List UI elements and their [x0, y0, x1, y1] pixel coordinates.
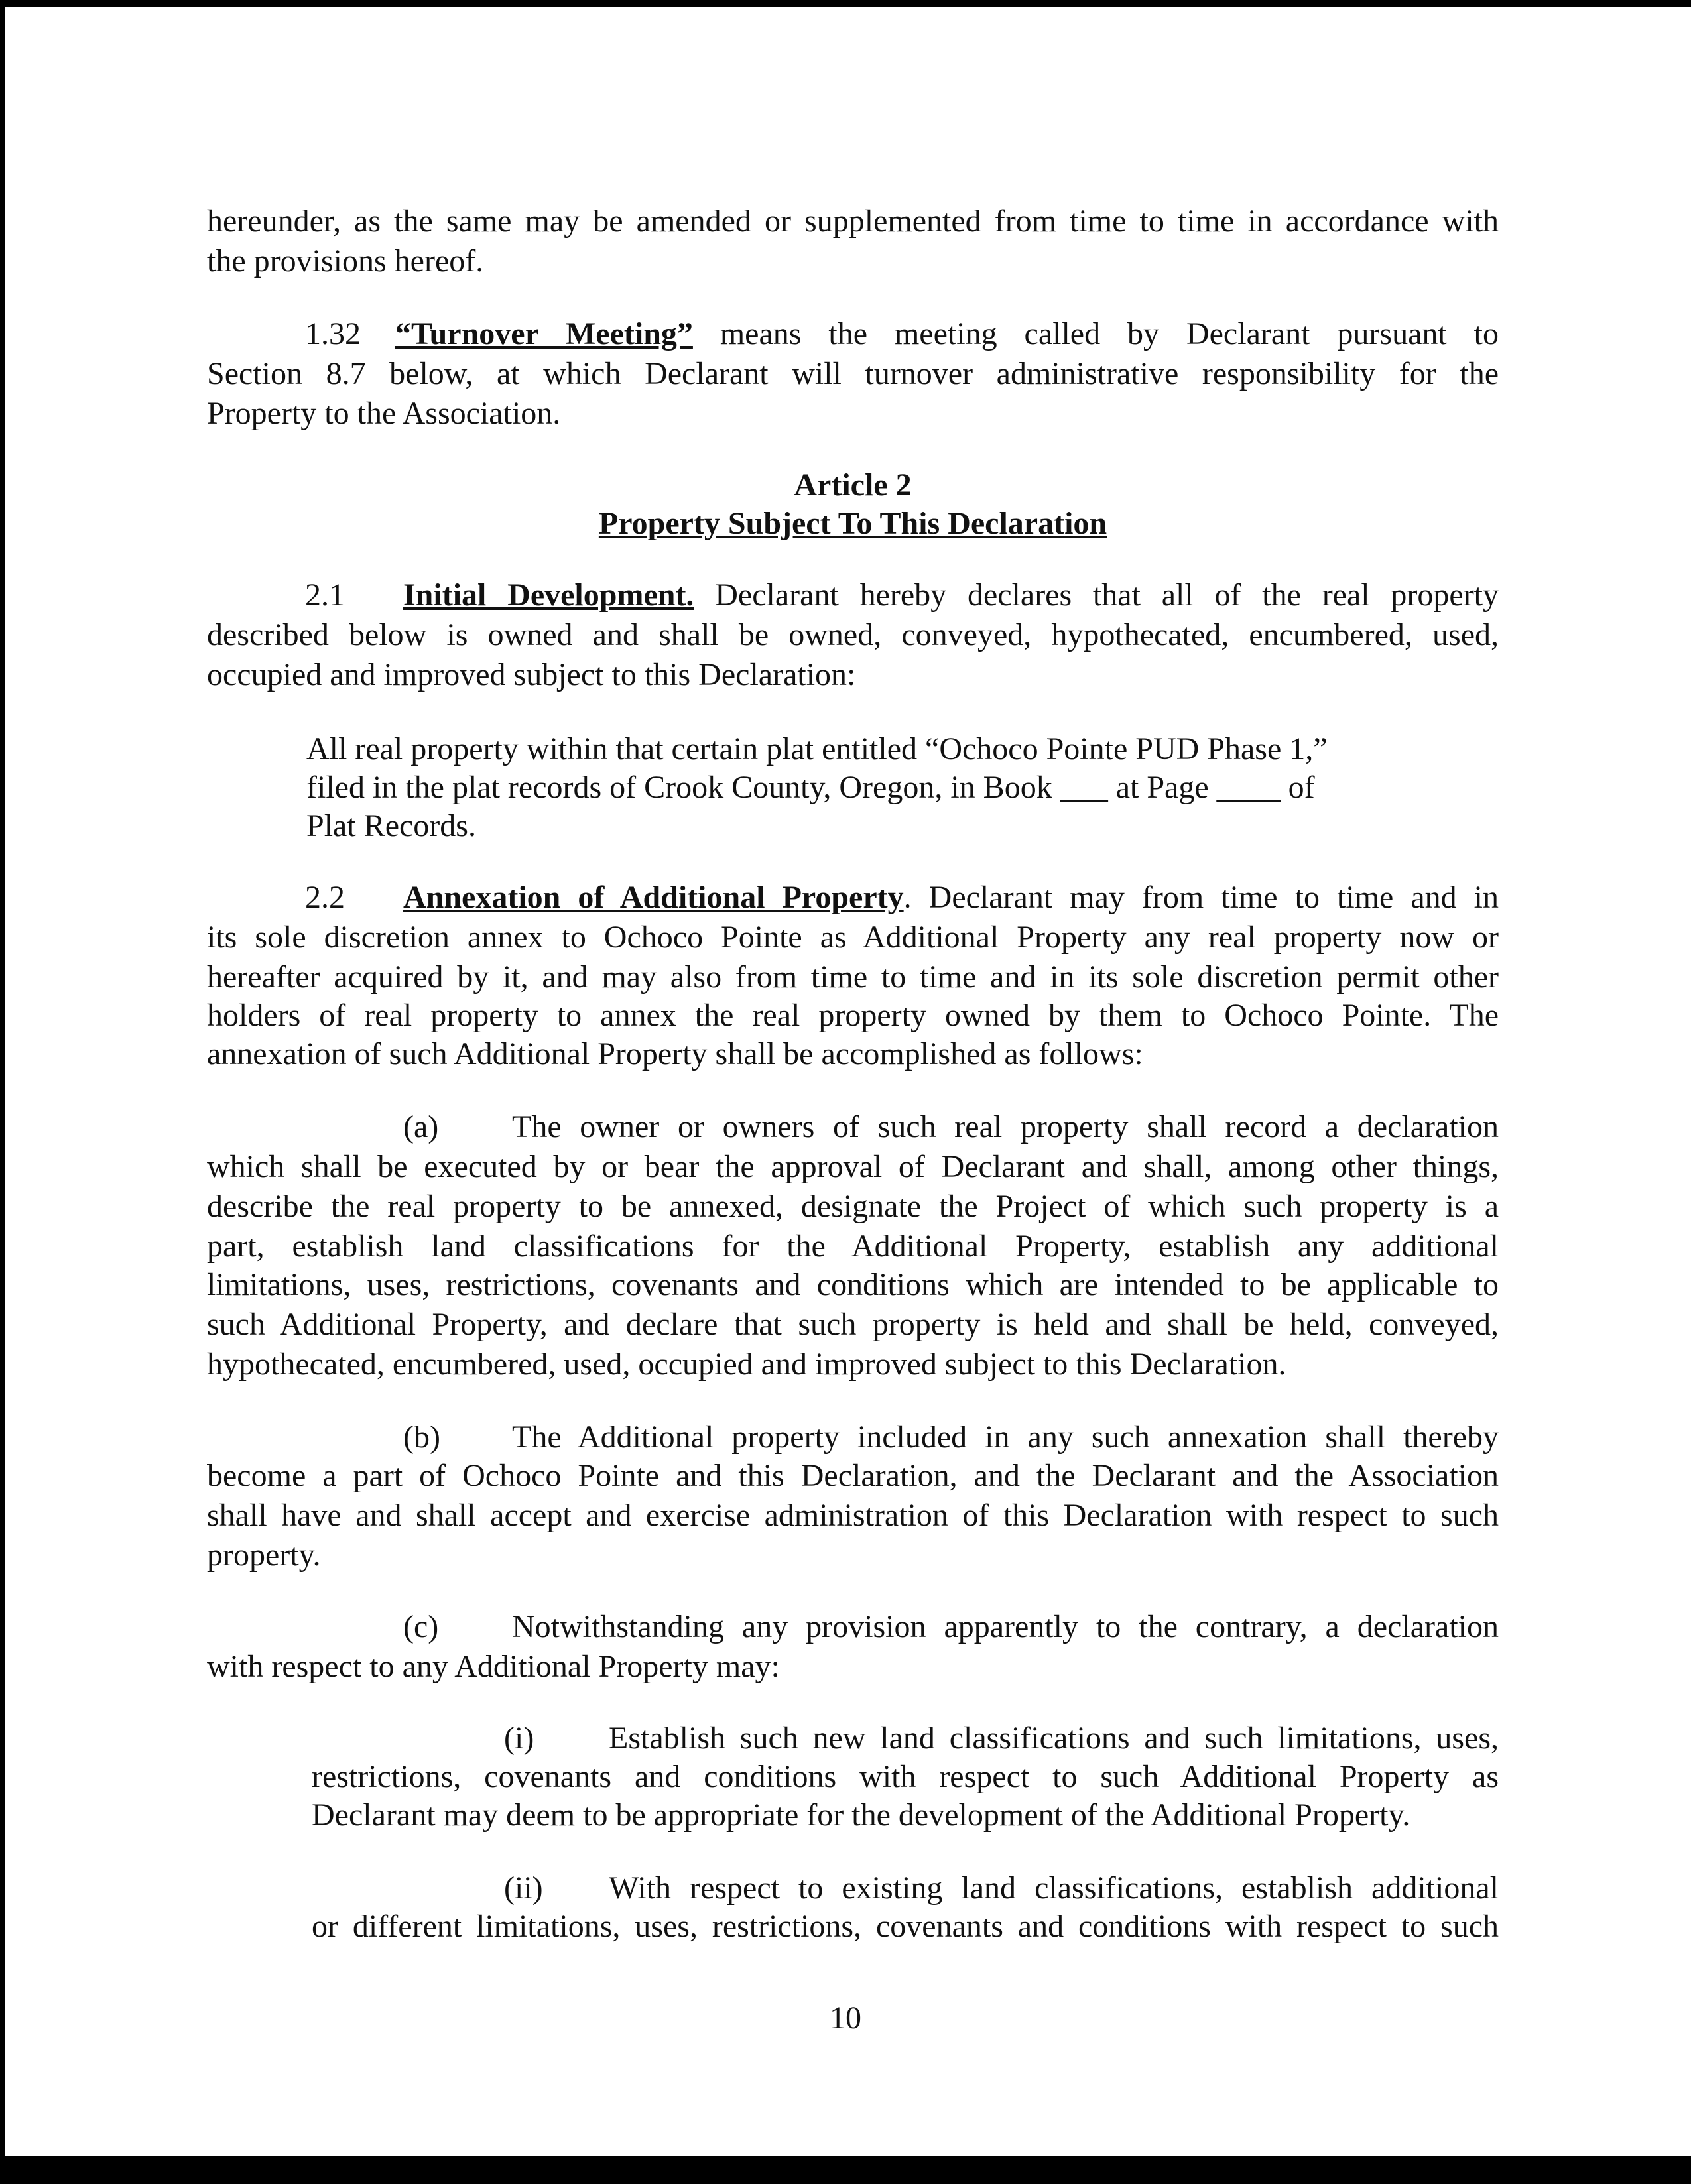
scan-border-bottom: [0, 2156, 1691, 2184]
section-2-2-line-5: annexation of such Additional Property shall be accomplished as follows:: [207, 1036, 1143, 1071]
para-a-line-6: such Additional Property, and declare that such property is held and shall be held, conveyed,: [207, 1307, 1499, 1342]
para-label: (a): [403, 1109, 439, 1144]
section-number: 2.2: [305, 880, 345, 915]
scan-border-top: [0, 0, 1691, 7]
section-2-1-line-2: described below is owned and shall be owned, conveyed, hypothecated, encumbered, used,: [207, 617, 1499, 652]
section-1-32-line-1: 1.32 “Turnover Meeting” means the meeting called by Declarant pursuant to: [305, 314, 1499, 354]
para-a-line-4: part, establish land classifications for the Additional Property, establish any additional: [207, 1229, 1499, 1264]
quote-line-1: All real property within that certain plat entitled “Ochoco Pointe PUD Phase 1,”: [306, 731, 1328, 766]
section-2-2-line-1: 2.2 Annexation of Additional Property. Declarant may from time to time and in: [305, 878, 1499, 918]
sub-i-line-1: (i) Establish such new land classifications and such limitations, uses,: [504, 1719, 1499, 1758]
sub-label: (i): [504, 1721, 534, 1756]
para-c-line-1: (c) Notwithstanding any provision apparently to the contrary, a declaration: [403, 1607, 1499, 1647]
sub-i-line-2: restrictions, covenants and conditions with respect to such Additional Property as: [312, 1759, 1499, 1794]
scan-border-left: [0, 0, 5, 2184]
section-1-32-line-2: Section 8.7 below, at which Declarant will turnover administrative responsibility for the: [207, 356, 1499, 391]
section-1-32-line-3: Property to the Association.: [207, 396, 561, 431]
para-a-line-2: which shall be executed by or bear the approval of Declarant and shall, among other things,: [207, 1149, 1499, 1184]
section-2-1-line-3: occupied and improved subject to this Declaration:: [207, 657, 856, 692]
para-label: (b): [403, 1420, 440, 1455]
quote-line-2: filed in the plat records of Crook County, Oregon, in Book ___ at Page ____ of: [306, 770, 1315, 805]
article-label: Article 2: [794, 467, 912, 503]
defined-term: “Turnover Meeting”: [395, 316, 693, 351]
sub-ii-line-2: or different limitations, uses, restrictions, covenants and conditions with respect to such: [312, 1909, 1499, 1944]
section-2-2-line-4: holders of real property to annex the real property owned by them to Ochoco Pointe. The: [207, 998, 1499, 1033]
sub-label: (ii): [504, 1870, 543, 1906]
para-a-line-5: limitations, uses, restrictions, covenants and conditions which are intended to be applicable to: [207, 1267, 1499, 1302]
para-b-line-1: (b) The Additional property included in any such annexation shall thereby: [403, 1418, 1499, 1457]
section-number: 2.1: [305, 577, 345, 613]
page-number: 10: [830, 2000, 861, 2035]
para-a-line-7: hypothecated, encumbered, used, occupied and improved subject to this Declaration.: [207, 1347, 1286, 1382]
section-heading: Initial Development.: [403, 577, 694, 613]
para-b-line-4: property.: [207, 1538, 321, 1573]
para-c-line-2: with respect to any Additional Property may:: [207, 1649, 780, 1684]
para-b-line-3: shall have and shall accept and exercise administration of this Declaration with respect to such: [207, 1498, 1499, 1533]
section-2-2-line-2: its sole discretion annex to Ochoco Pointe as Additional Property any real property now or: [207, 920, 1499, 955]
sub-ii-line-1: (ii) With respect to existing land classifications, establish additional: [504, 1868, 1499, 1908]
section-2-1-line-1: 2.1 Initial Development. Declarant hereby declares that all of the real property: [305, 576, 1499, 615]
section-2-2-line-3: hereafter acquired by it, and may also from time to time and in its sole discretion permit other: [207, 959, 1499, 995]
article-title: Property Subject To This Declaration: [598, 506, 1107, 541]
para-a-line-3: describe the real property to be annexed, designate the Project of which such property is a: [207, 1189, 1499, 1224]
continuation-line-2: the provisions hereof.: [207, 243, 484, 278]
section-number: 1.32: [305, 316, 361, 351]
para-b-line-2: become a part of Ochoco Pointe and this Declaration, and the Declarant and the Association: [207, 1458, 1499, 1493]
sub-i-line-3: Declarant may deem to be appropriate for the development of the Additional Property.: [312, 1797, 1410, 1833]
para-a-line-1: (a) The owner or owners of such real property shall record a declaration: [403, 1107, 1499, 1147]
para-label: (c): [403, 1609, 439, 1644]
section-heading: Annexation of Additional Property: [403, 880, 904, 915]
continuation-line-1: hereunder, as the same may be amended or supplemented from time to time in accordance with: [207, 204, 1499, 239]
quote-line-3: Plat Records.: [306, 808, 476, 843]
